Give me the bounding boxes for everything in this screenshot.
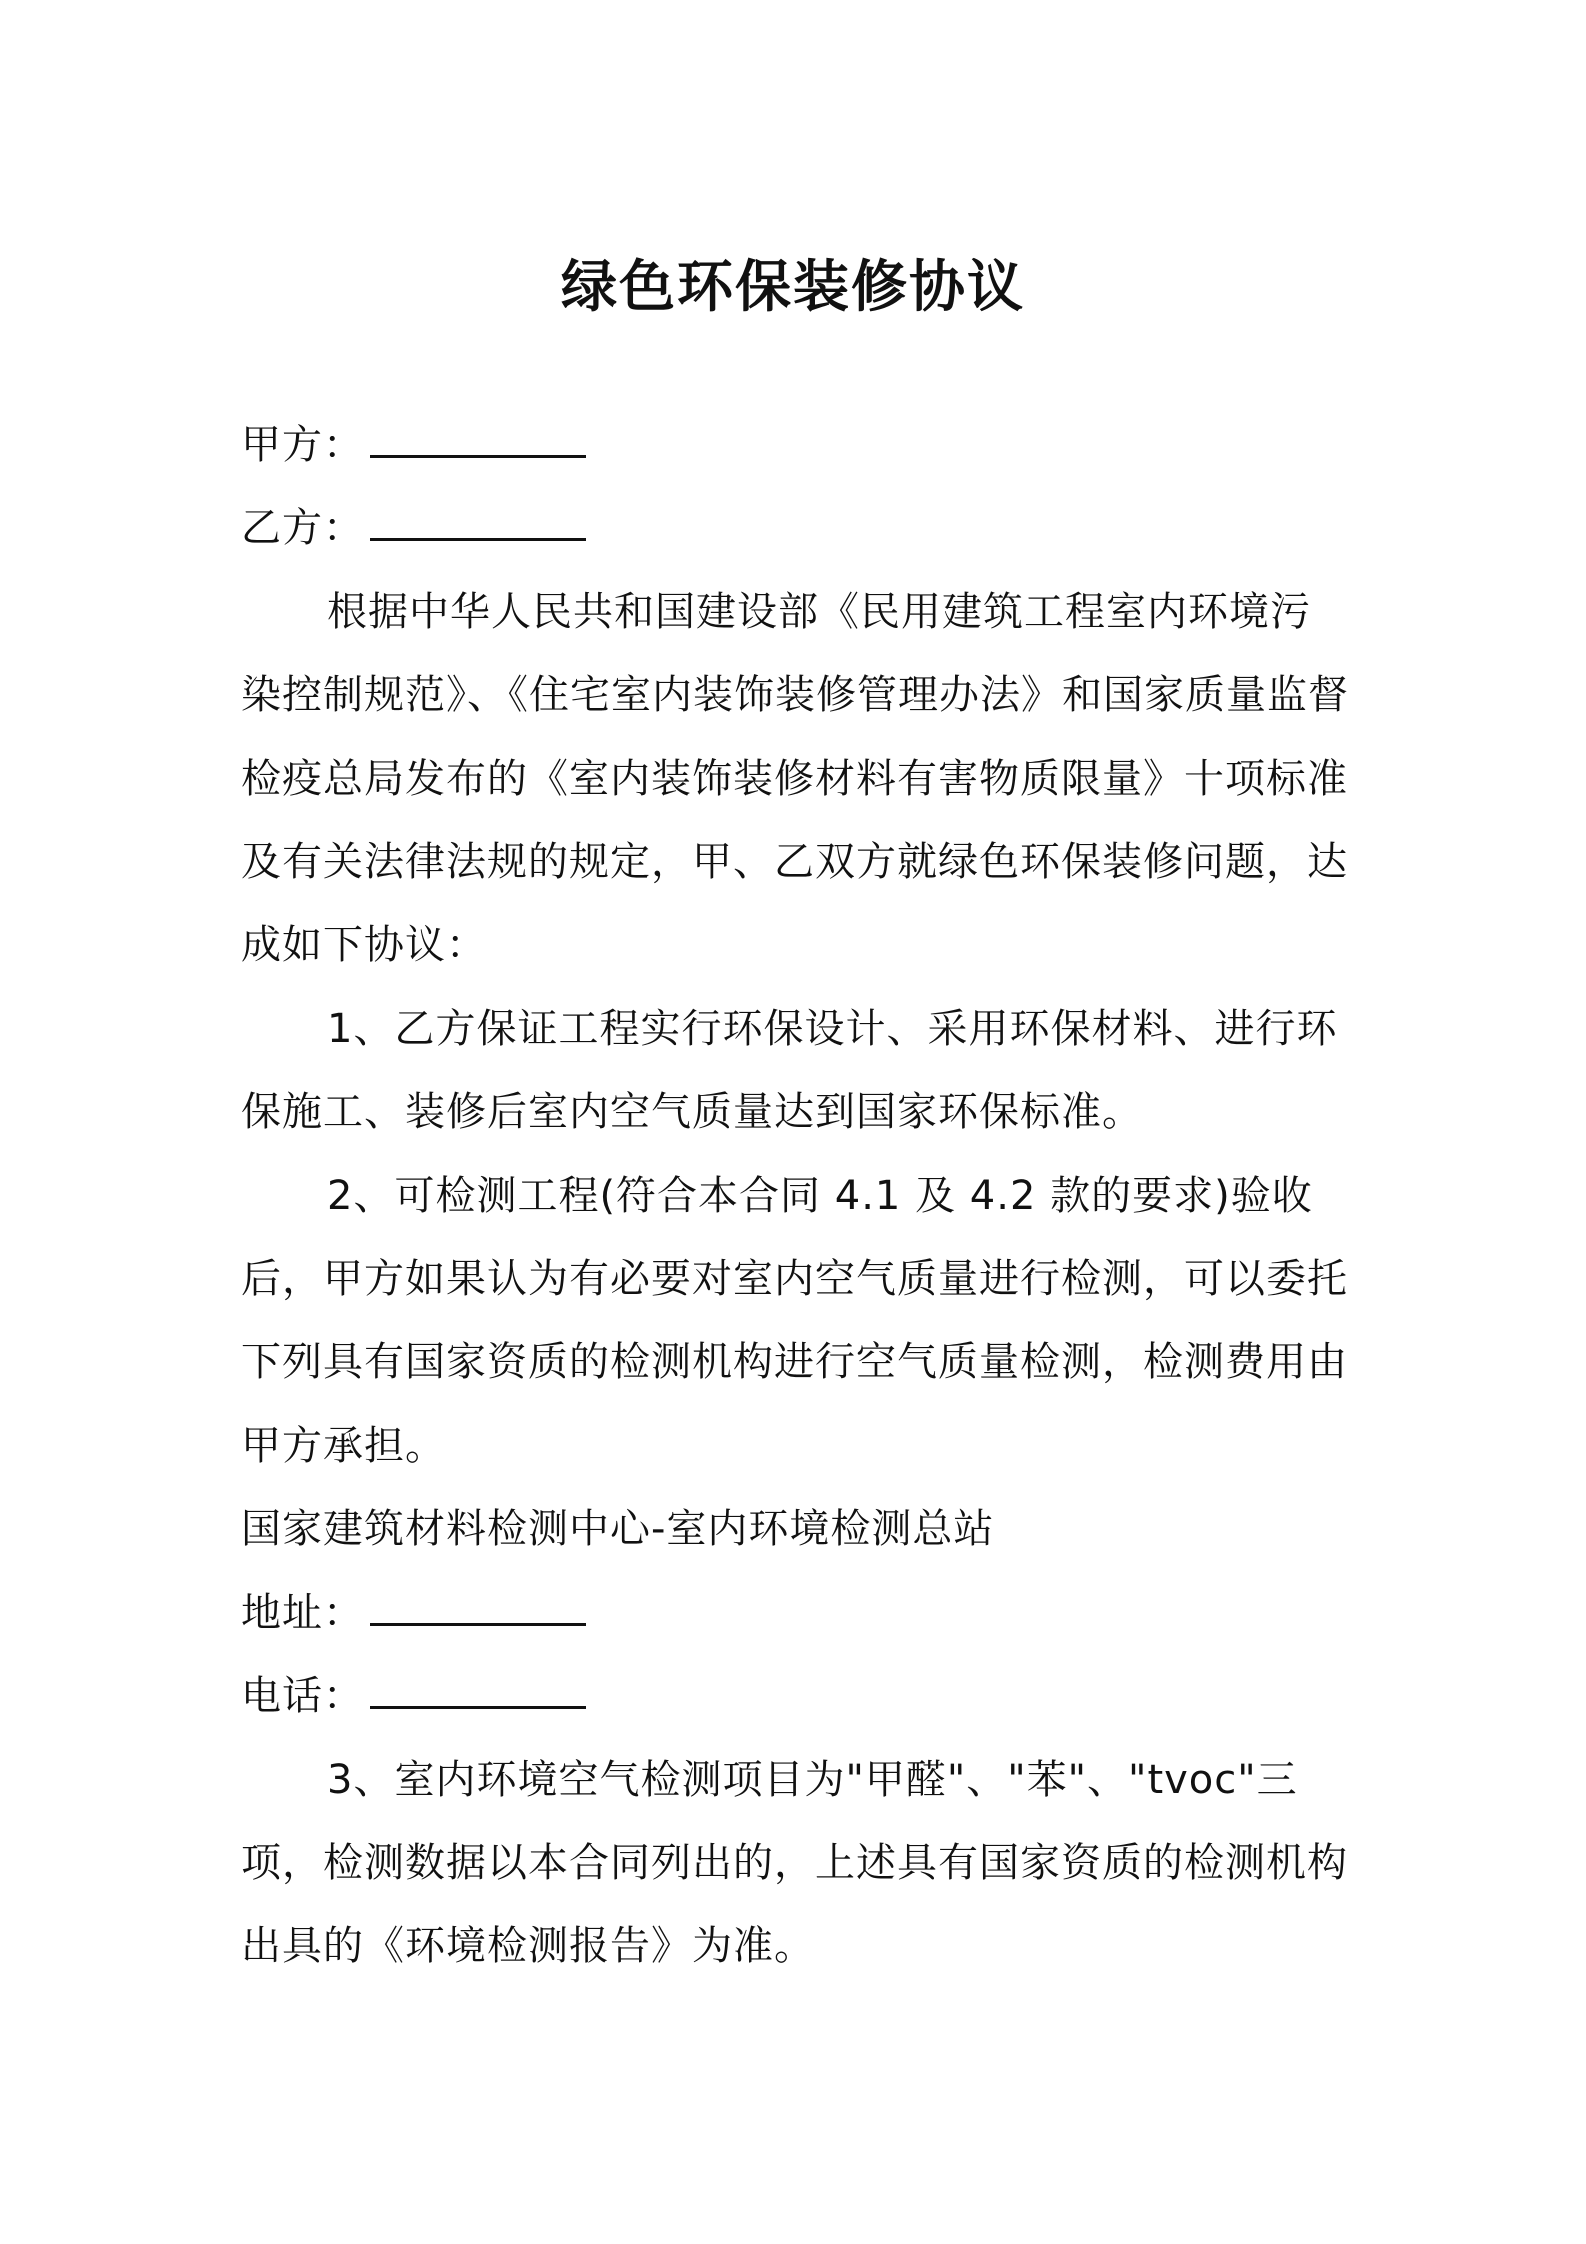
party-a-line [241, 404, 1351, 487]
address-label: 地址： [241, 1589, 364, 1636]
party-b-line [241, 487, 1351, 570]
address-blank [370, 1583, 586, 1626]
address-line [241, 1572, 1351, 1655]
party-b-label: 乙方： [241, 505, 364, 552]
phone-blank [370, 1666, 586, 1709]
intro-paragraph: 根据中华人民共和国建设部《民用建筑工程室内环境污染控制规范》、《住宅室内装饰装修管理办法》和国家质量监督检疫总局发布的《室内装饰装修材料有害物质限量》十项标准及有关法律法规的规定，甲、乙双方就绿色环保装修问题，达成如下协议： [241, 588, 1349, 969]
phone-label: 电话： [241, 1673, 364, 1720]
party-a-blank [370, 415, 586, 458]
party-a-label: 甲方： [241, 422, 364, 468]
clause-3: 3、室内环境空气检测项目为"甲醛"、"苯"、"tvoc"三项，检测数据以本合同列出的，上述具有国家资质的检测机构出具的《环境检测报告》为准。 [241, 1756, 1348, 1970]
clause-1: 1、乙方保证工程实行环保设计、采用环保材料、进行环保施工、装修后室内空气质量达到国家环保标准。 [241, 1005, 1338, 1136]
agency-name: 国家建筑材料检测中心-室内环境检测总站 [241, 1506, 995, 1553]
document-body [241, 404, 1351, 1989]
document-title: 绿色环保装修协议 [561, 255, 1025, 320]
phone-line [241, 1655, 1351, 1738]
party-b-blank [370, 498, 586, 541]
clause-2: 2、可检测工程(符合本合同 4.1 及 4.2 款的要求)验收后，甲方如果认为有必要对室内空气质量进行检测，可以委托下列具有国家资质的检测机构进行空气质量检测，检测费用由甲方承担。 [241, 1172, 1348, 1469]
